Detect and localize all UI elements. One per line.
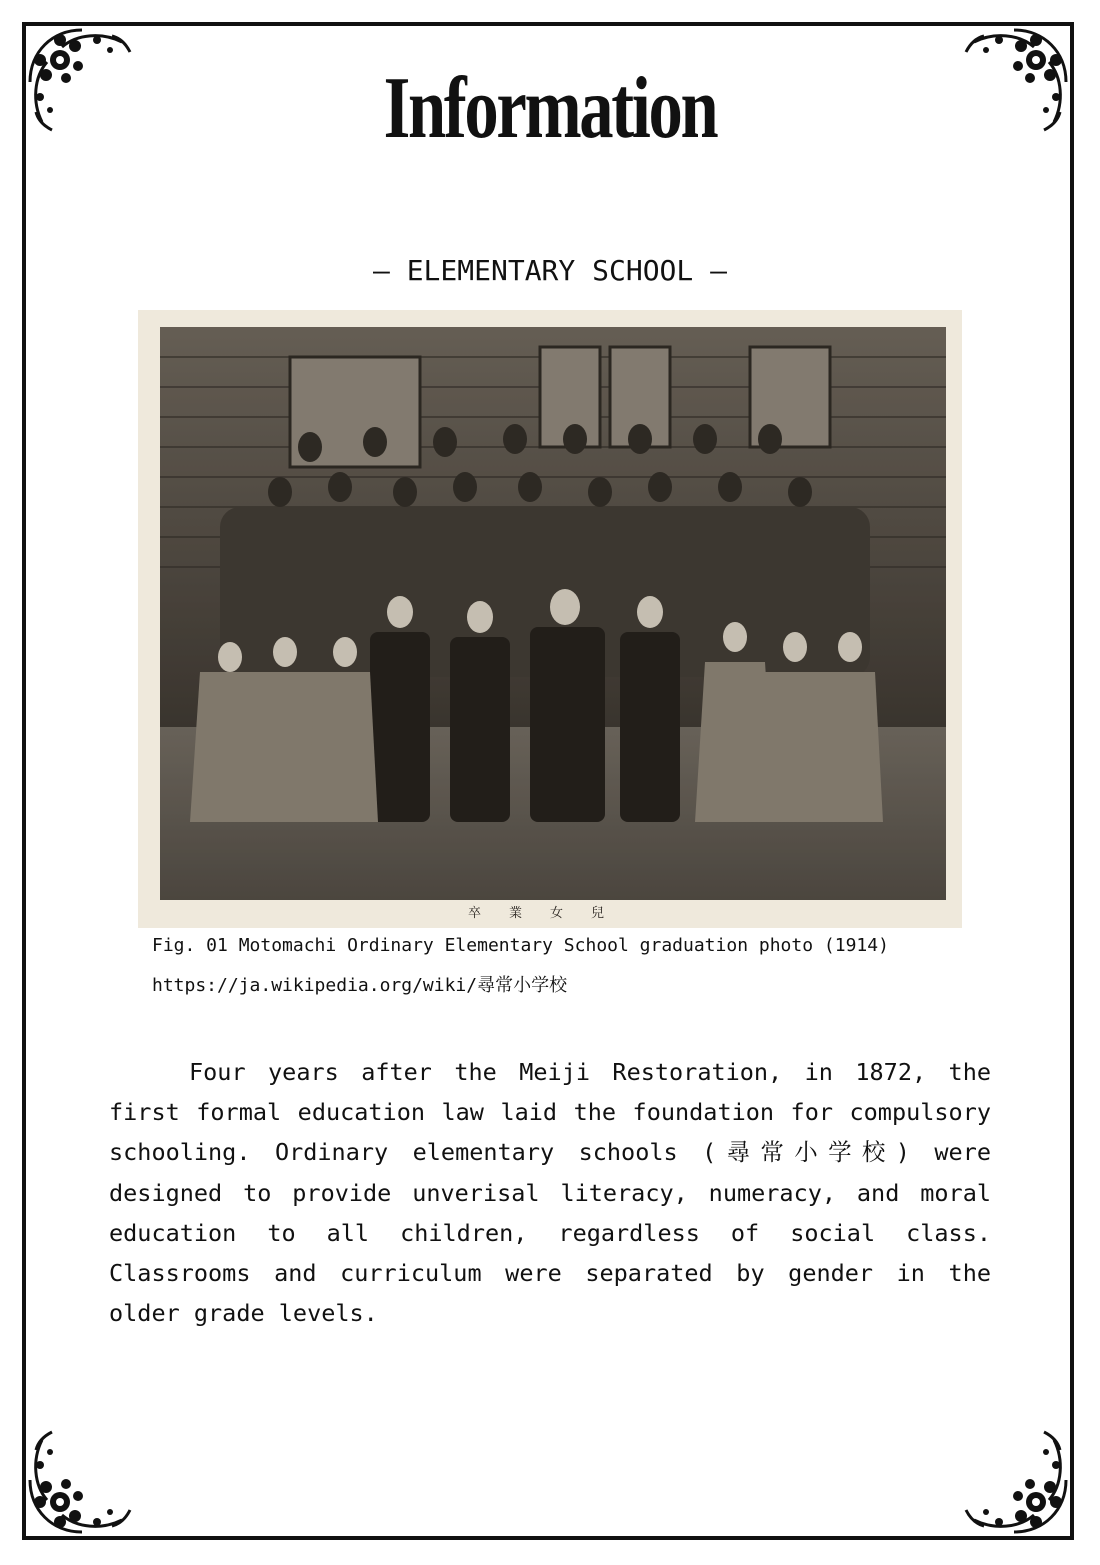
photo-inscription: 卒業女兒: [467, 906, 632, 921]
floral-corner-ornament-icon: [954, 1420, 1074, 1540]
body-paragraph: Four years after the Meiji Restoration, in 1872, the first formal education law laid the foundation for compulsory schooling. Ordinary elementary schools (尋常小学校) were designed to provide unverisal literacy, numeracy, and moral education to all children, regardless of social class. Classrooms and curriculum were separated by gender in the older grade levels.: [109, 1058, 991, 1328]
figure-source-link[interactable]: https://ja.wikipedia.org/wiki/尋常小学校: [152, 975, 568, 996]
page-title: Information: [383, 60, 717, 157]
section-subtitle: — ELEMENTARY SCHOOL —: [372, 254, 727, 287]
figure-caption: Fig. 01 Motomachi Ordinary Elementary School graduation photo (1914): [152, 935, 889, 956]
floral-corner-ornament-icon: [22, 1420, 142, 1540]
historic-class-photo: [160, 327, 946, 900]
